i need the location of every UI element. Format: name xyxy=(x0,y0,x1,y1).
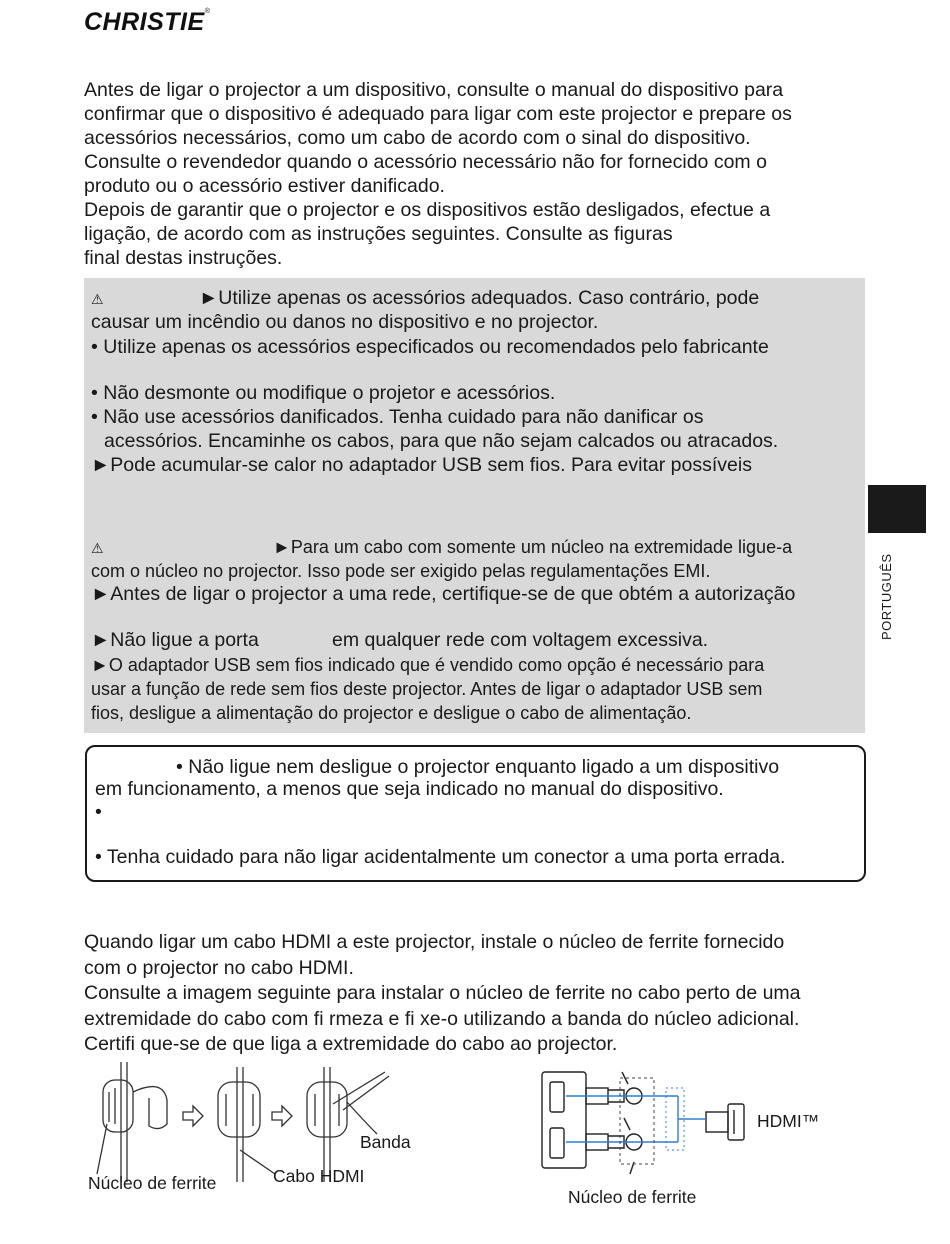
intro-line: Consulte o revendedor quando o acessório necessário não for fornecido com o xyxy=(84,151,767,173)
caution-line: ►O adaptador USB sem fios indicado que é vendido como opção é necessário para xyxy=(91,655,765,675)
warning-icon: ⚠ xyxy=(91,291,104,307)
label-banda: Banda xyxy=(360,1132,411,1152)
label-hdmi: HDMI™ xyxy=(757,1111,820,1131)
note-box xyxy=(85,745,866,882)
warning-line: ►Utilize apenas os acessórios adequados. Caso contrário, pode xyxy=(199,287,760,309)
caution-line: usar a função de rede sem fios deste projector. Antes de ligar o adaptador USB sem xyxy=(91,679,763,699)
warning-box xyxy=(84,278,865,733)
intro-line: Antes de ligar o projector a um dispositivo, consulte o manual do dispositivo para xyxy=(84,79,784,101)
language-label: PORTUGUÊS xyxy=(879,553,894,640)
warning-line: causar um incêndio ou danos no dispositivo e no projector. xyxy=(91,311,599,333)
label-core-right: Núcleo de ferrite xyxy=(568,1187,697,1207)
hdmi-connection-figure xyxy=(538,1066,778,1176)
hdmi-line: Quando ligar um cabo HDMI a este projector, instale o núcleo de ferrite fornecido xyxy=(84,931,785,953)
intro-line: produto ou o acessório estiver danificado. xyxy=(84,175,445,197)
hdmi-line: Certifi que-se de que liga a extremidade do cabo ao projector. xyxy=(84,1033,618,1055)
intro-line: acessórios necessários, como um cabo de acordo com o sinal do dispositivo. xyxy=(84,127,751,149)
warning-line: acessórios. Encaminhe os cabos, para que não sejam calcados ou atracados. xyxy=(104,430,779,452)
hdmi-line: com o projector no cabo HDMI. xyxy=(84,956,354,979)
intro-line: confirmar que o dispositivo é adequado para ligar com este projector e prepare os xyxy=(84,103,792,125)
note-line: • xyxy=(95,801,102,823)
intro-line: final destas instruções. xyxy=(84,247,283,269)
intro-paragraph xyxy=(84,78,874,270)
warning-line: ►Pode acumular-se calor no adaptador USB sem fios. Para evitar possíveis xyxy=(91,454,752,476)
note-line: • Tenha cuidado para não ligar acidentalmente um conector a uma porta errada. xyxy=(95,846,786,868)
caution-line: em qualquer rede com voltagem excessiva. xyxy=(332,629,709,651)
christie-logo: CHRISTIE® xyxy=(84,8,211,36)
hdmi-paragraph xyxy=(84,930,874,1058)
language-tab xyxy=(868,485,926,533)
caution-line: fios, desligue a alimentação do projector e desligue o cabo de alimentação. xyxy=(91,703,692,723)
intro-line: ligação, de acordo com as instruções seguintes. Consulte as figuras xyxy=(84,223,673,245)
caution-line: ►Não ligue a porta xyxy=(91,629,259,651)
label-core-left: Núcleo de ferrite xyxy=(88,1173,217,1193)
caution-icon: ⚠ xyxy=(91,540,104,556)
label-cable: Cabo HDMI xyxy=(273,1166,365,1186)
note-line: em funcionamento, a menos que seja indicado no manual do dispositivo. xyxy=(95,778,724,800)
caution-line: com o núcleo no projector. Isso pode ser exigido pelas regulamentações EMI. xyxy=(91,561,711,581)
intro-line: Depois de garantir que o projector e os dispositivos estão desligados, efectue a xyxy=(84,199,771,221)
caution-line: ►Para um cabo com somente um núcleo na extremidade ligue-a xyxy=(273,537,793,557)
warning-line: • Utilize apenas os acessórios especificados ou recomendados pelo fabricante xyxy=(91,336,769,358)
hdmi-line: Consulte a imagem seguinte para instalar o núcleo de ferrite no cabo perto de uma xyxy=(84,982,801,1004)
warning-line: • Não desmonte ou modifique o projetor e acessórios. xyxy=(91,382,556,404)
warning-line: • Não use acessórios danificados. Tenha cuidado para não danificar os xyxy=(91,406,704,428)
hdmi-line: extremidade do cabo com fi rmeza e fi xe-o utilizando a banda do núcleo adicional. xyxy=(84,1007,800,1030)
note-line: • Não ligue nem desligue o projector enquanto ligado a um dispositivo xyxy=(176,756,780,778)
caution-line: ►Antes de ligar o projector a uma rede, certifique-se de que obtém a autorização xyxy=(91,583,796,605)
